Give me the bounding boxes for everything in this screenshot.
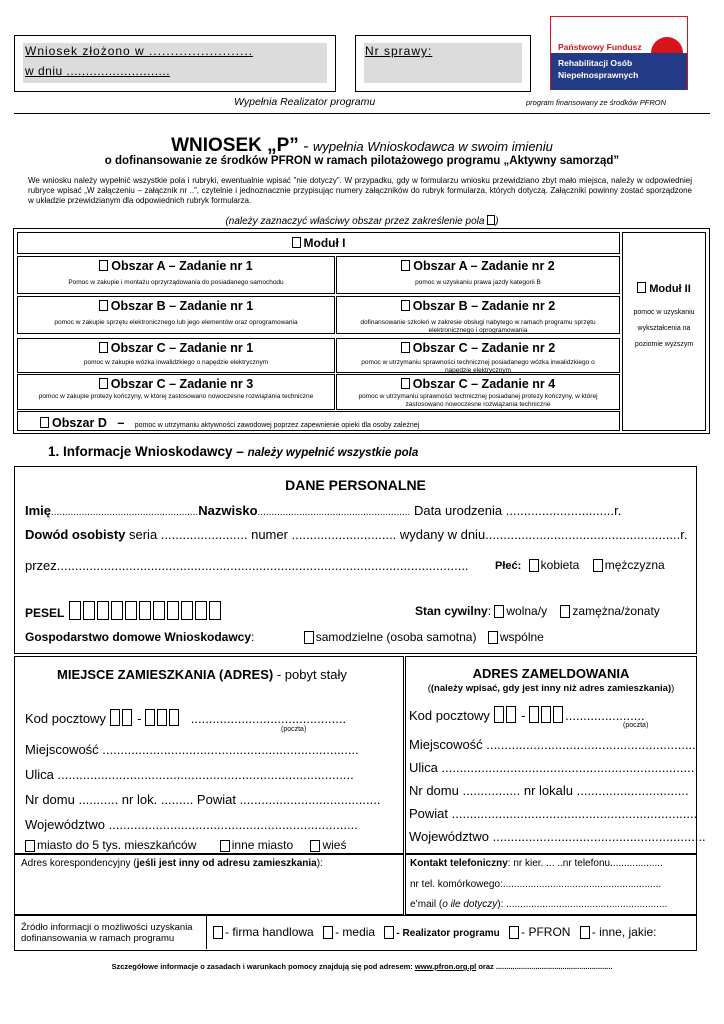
phone-fields[interactable]: : nr kier. ... ..nr telefonu................... — [507, 858, 663, 869]
module1-label-row — [18, 236, 619, 250]
civil-label: Stan cywilny — [415, 604, 488, 618]
sex-label: Płeć — [495, 560, 518, 572]
res-province-field[interactable]: Województwo ..................................................................... — [25, 817, 358, 832]
pesel-boxes[interactable] — [69, 604, 223, 621]
source-realizator-checkbox-icon[interactable] — [384, 926, 394, 939]
zone-title: Obszar C – Zadanie nr 4 — [412, 377, 556, 391]
civil-married-label: zamężna/żonaty — [572, 604, 660, 618]
zone-title: Obszar B – Zadanie nr 2 — [412, 299, 556, 313]
household-shared-label: wspólne — [499, 630, 544, 644]
sex-female-checkbox-icon[interactable] — [529, 559, 539, 572]
last-name-field[interactable]: ....................................................... — [257, 507, 411, 518]
sex-male-checkbox-icon[interactable] — [593, 559, 603, 572]
id-row[interactable] — [25, 527, 687, 542]
reg-postal-row[interactable]: Kod pocztowy - ...................... — [409, 708, 645, 723]
sex-row: Płeć: kobieta mężczyzna — [495, 558, 665, 572]
module2-label-row — [623, 282, 705, 295]
sex-male-label: mężczyzna — [604, 558, 665, 572]
logo-line1: Państwowy Fundusz — [558, 42, 642, 52]
res-postal-box-icon[interactable] — [169, 709, 179, 726]
source-option-realizator: - Realizator programu — [396, 928, 500, 939]
residence-heading-bold: MIEJSCE ZAMIESZKANIA (ADRES) — [57, 667, 274, 682]
title-line2: o dofinansowanie ze środków PFRON w ramach pilotażowego programu „Aktywny samorząd” — [104, 155, 620, 167]
email-label-pre: e’mail ( — [410, 899, 443, 910]
registration-note-text: (należy wpisać, gdy jest inny niż adres zamieszkania) — [430, 683, 672, 694]
pesel-digit-box-icon[interactable] — [209, 601, 221, 620]
residence-heading — [57, 667, 347, 682]
personal-data-box — [14, 466, 697, 654]
correspondence-label-start: Adres korespondencyjny ( — [21, 858, 137, 869]
village-checkbox-icon[interactable] — [310, 840, 320, 852]
module1-checkbox-icon[interactable] — [292, 237, 301, 248]
source-pfron-checkbox-icon[interactable] — [509, 926, 519, 939]
zone-checkbox-icon[interactable] — [99, 342, 108, 353]
registration-box — [405, 656, 706, 854]
date-label: w dniu ........................... — [25, 64, 171, 78]
zone-3[interactable] — [17, 296, 335, 334]
zone-2[interactable] — [336, 256, 620, 294]
zone-desc: pomoc w uzyskaniu prawa jazdy kategorii B — [415, 279, 541, 286]
pesel-digit-box-icon[interactable] — [69, 601, 81, 620]
module1-header[interactable] — [17, 232, 620, 254]
reg-street-field[interactable]: Ulica ...................................................................... — [409, 760, 695, 775]
area-hint-text: (należy zaznaczyć właściwy obszar przez zakreślenie pola — [225, 216, 488, 227]
case-number-box — [355, 35, 531, 92]
registration-note: ((należy wpisać, gdy jest inny niż adres zamieszkania)) — [427, 683, 675, 694]
residence-box — [14, 656, 404, 854]
zone-title-row — [18, 299, 334, 313]
correspondence-label-bold: jeśli jest inny od adresu zamieszkania — [136, 858, 317, 869]
module2-box[interactable] — [622, 232, 706, 431]
pesel-label: PESEL — [25, 606, 65, 620]
zone-title: Obszar C – Zadanie nr 2 — [412, 341, 556, 355]
module2-desc-2: wykształcenia na — [637, 325, 691, 332]
other-town-checkbox-icon[interactable] — [220, 840, 230, 852]
pesel-digit-box-icon[interactable] — [195, 601, 207, 620]
other-town-label: inne miasto — [231, 838, 294, 852]
first-name-field[interactable]: ..................................................... — [51, 507, 199, 518]
reg-postal-box-icon[interactable] — [506, 706, 516, 723]
reg-postal-box-icon[interactable] — [494, 706, 504, 723]
zone-7[interactable] — [17, 374, 335, 410]
household-row: Gospodarstwo domowe Wnioskodawcy: samodzielne (osoba samotna) wspólne — [25, 630, 544, 644]
phone-row[interactable] — [410, 858, 663, 869]
zone-checkbox-icon[interactable] — [401, 300, 410, 311]
issued-by-field[interactable]: przez.................................................................................................................. — [25, 558, 469, 573]
source-option-other: - inne, jakie: — [591, 925, 657, 939]
reg-house-field[interactable]: Nr domu ................ nr lokalu ............................... — [409, 783, 689, 798]
last-name-label: Nazwisko — [198, 503, 258, 518]
financed-note: program finansowany ze środków PFRON — [526, 98, 667, 107]
logo-red-half-circle — [651, 37, 683, 53]
zone-title-row — [18, 377, 334, 391]
civil-row: Stan cywilny: wolna/y zamężna/żonaty — [415, 604, 660, 618]
household-shared-checkbox-icon[interactable] — [488, 631, 498, 644]
pesel-digit-box-icon[interactable] — [167, 601, 179, 620]
footer-link[interactable]: www.pfron.org.pl — [414, 962, 477, 971]
email-label-italic: o ile dotyczy — [442, 899, 498, 910]
source-firma-checkbox-icon[interactable] — [213, 926, 223, 939]
zone-1[interactable] — [17, 256, 335, 294]
zone-d-checkbox-icon[interactable] — [40, 417, 49, 428]
module2-desc-3: poziomie wyższym — [634, 341, 694, 348]
reg-post-office-field[interactable]: ...................... — [565, 708, 645, 723]
residence-heading-rest: - pobyt stały — [273, 667, 347, 682]
reg-postal-note: (poczta) — [623, 722, 649, 729]
footer-rest: oraz ........................................................ — [476, 962, 613, 971]
source-label: Źródło informacji o możliwości uzyskania dofinansowania w ramach programu — [21, 922, 193, 944]
realizer-note: Wypełnia Realizator programu — [234, 96, 376, 108]
source-media-checkbox-icon[interactable] — [323, 926, 333, 939]
zone-title: Obszar A – Zadanie nr 1 — [111, 259, 253, 273]
module2-checkbox-icon[interactable] — [637, 282, 646, 293]
source-box — [14, 915, 697, 951]
zone-4[interactable] — [336, 296, 620, 334]
zone-desc: Pomoc w zakupie i montażu oprzyrządowania do posiadanego samochodu — [68, 279, 284, 286]
zone-desc: pomoc w zakupie wózka inwalidzkiego o napędzie elektrycznym — [83, 359, 269, 366]
logo-line3: Niepełnosprawnych — [558, 70, 639, 80]
form-title — [0, 135, 724, 157]
header-divider — [14, 113, 710, 114]
zone-title: Obszar C – Zadanie nr 3 — [110, 377, 254, 391]
zone-d[interactable] — [17, 411, 620, 431]
case-number-label: Nr sprawy: — [365, 44, 433, 58]
zone-title-row — [337, 299, 619, 313]
footer-text: Szczegółowe informacje o zasadach i warunkach pomocy znajdują się pod adresem: — [111, 962, 415, 971]
reg-postal-box-icon[interactable] — [553, 706, 563, 723]
zone-checkbox-icon[interactable] — [401, 260, 410, 271]
submitted-label: Wniosek złożono w ........................ — [25, 44, 254, 58]
source-option-media: - media — [335, 925, 376, 939]
id-label: Dowód osobisty — [25, 527, 126, 542]
section1-title: 1. Informacje Wnioskodawcy – — [48, 444, 248, 459]
small-town-checkbox-icon[interactable] — [25, 840, 35, 852]
phone-label: Kontakt telefoniczny — [410, 858, 508, 869]
zone-checkbox-icon[interactable] — [99, 378, 108, 389]
pesel-digit-box-icon[interactable] — [139, 601, 151, 620]
source-options — [213, 925, 657, 939]
zone-title-row — [18, 341, 334, 355]
contact-box — [405, 854, 697, 915]
res-postal-box-icon[interactable] — [122, 709, 132, 726]
module2-desc-1: pomoc w uzyskaniu — [633, 309, 695, 316]
registration-heading: ADRES ZAMELDOWANIA — [472, 666, 630, 681]
zone-d-row — [40, 414, 419, 432]
zone-8[interactable] — [336, 374, 620, 410]
zone-desc: pomoc w zakupie protezy kończyny, w której zastosowano nowoczesne rozwiązania techniczne — [38, 393, 314, 400]
zone-desc: pomoc w utrzymaniu sprawności technicznej posiadanego wózka inwalidzkiego o napędzie elektrycznym — [361, 359, 595, 374]
civil-single-label: wolna/y — [506, 604, 548, 618]
zone-d-dash: – — [117, 416, 125, 430]
submission-box — [14, 35, 336, 92]
source-option-pfron: - PFRON — [521, 925, 571, 939]
pesel-digit-box-icon[interactable] — [153, 601, 165, 620]
res-postal-box-icon[interactable] — [110, 709, 120, 726]
reg-postal-box-icon[interactable] — [529, 706, 539, 723]
zone-title-row — [18, 259, 334, 273]
module1-label: Moduł I — [303, 236, 346, 250]
res-post-office-field[interactable]: ........................................... — [190, 711, 347, 726]
reg-city-field[interactable]: Miejscowość .......................................................... — [409, 737, 696, 752]
pesel-digit-box-icon[interactable] — [125, 601, 137, 620]
title-dash: - — [298, 138, 314, 155]
source-divider — [206, 916, 207, 949]
first-name-label: Imię — [25, 503, 52, 518]
pesel-digit-box-icon[interactable] — [181, 601, 193, 620]
reg-district-field[interactable]: Powiat .................................................................... — [409, 806, 698, 821]
sex-female-label: kobieta — [540, 558, 580, 572]
zone-5[interactable] — [17, 338, 335, 373]
zone-d-title: Obszar D — [52, 416, 107, 430]
footer — [0, 962, 724, 971]
zone-title: Obszar A – Zadanie nr 2 — [413, 259, 555, 273]
section1-heading — [48, 443, 418, 461]
module2-label: Moduł II — [649, 283, 691, 295]
village-label: wieś — [322, 838, 347, 852]
instructions: We wniosku należy wypełnić wszystkie pola i rubryki, ewentualnie wpisać "nie dotyczy". W przypadku, gdy w formularzu wniosku przewidziano zbyt mało miejsca, należy w odpowiedniej rubryce wpisać „W załączeniu – załącznik nr ..”, czytelnie i jednoznacznie przypisując numery załączników do rubryk formularza, których dotyczą. Załączniki powinny zostać sporządzone w układzie przewidzianym dla odpowiednich rubryk formularza. — [28, 176, 692, 205]
pesel-digit-box-icon[interactable] — [97, 601, 109, 620]
reg-province-field[interactable]: Województwo ........................................................... — [409, 829, 706, 844]
id-fields[interactable]: seria ........................ numer ............................. wydany w dniu......................................................r. — [125, 527, 688, 542]
zone-desc: pomoc w zakupie sprzętu elektronicznego lub jego elementów oraz oprogramowania — [54, 319, 298, 326]
correspondence-label-end: ): — [316, 858, 323, 869]
correspondence-label — [21, 858, 323, 869]
household-alone-checkbox-icon[interactable] — [304, 631, 314, 644]
personal-heading: DANE PERSONALNE — [285, 477, 426, 493]
email-row[interactable] — [410, 899, 667, 910]
area-hint: (należy zaznaczyć właściwy obszar przez zakreślenie pola ) — [225, 216, 499, 227]
zone-checkbox-icon[interactable] — [401, 378, 410, 389]
birth-date-field[interactable]: Data urodzenia ..............................r. — [410, 503, 622, 518]
title-main: WNIOSEK „P” — [171, 135, 299, 156]
zone-checkbox-icon[interactable] — [401, 342, 410, 353]
pfron-logo — [550, 16, 688, 90]
pesel-digit-box-icon[interactable] — [83, 601, 95, 620]
pesel-digit-box-icon[interactable] — [111, 601, 123, 620]
zone-title: Obszar B – Zadanie nr 1 — [110, 299, 254, 313]
logo-line2: Rehabilitacji Osób — [558, 58, 633, 68]
zone-desc: pomoc w utrzymaniu sprawności technicznej posiadanej protezy kończyny, w której zastosowano nowoczesne rozwiązania techniczne — [358, 393, 598, 408]
zone-checkbox-icon[interactable] — [99, 260, 108, 271]
zone-d-desc: pomoc w utrzymaniu aktywności zawodowej poprzez zapewnienie opieki dla osoby zależnej — [134, 422, 420, 429]
source-other-checkbox-icon[interactable] — [580, 926, 590, 939]
zone-title-row — [337, 341, 619, 355]
pesel-row[interactable] — [25, 601, 223, 622]
res-house-field[interactable]: Nr domu ........... nr lok. ......... Powiat ....................................... — [25, 792, 381, 807]
zone-checkbox-icon[interactable] — [99, 300, 108, 311]
zone-title: Obszar C – Zadanie nr 1 — [110, 341, 254, 355]
small-town-label: miasto do 5 tys. mieszkańców — [37, 838, 197, 852]
reg-postal-label: Kod pocztowy — [409, 708, 490, 723]
household-label: Gospodarstwo domowe Wnioskodawcy — [25, 630, 252, 644]
name-row[interactable] — [25, 503, 621, 518]
zone-6[interactable] — [336, 338, 620, 373]
hint-checkbox-icon — [487, 215, 495, 225]
zone-title-row — [337, 259, 619, 273]
mobile-field[interactable]: nr tel. komórkowego:......................................................... — [410, 879, 662, 890]
correspondence-box[interactable] — [14, 854, 404, 915]
res-postal-box-icon[interactable] — [145, 709, 155, 726]
section1-note: należy wypełnić wszystkie pola — [247, 447, 419, 459]
res-locality-type-row — [25, 838, 346, 852]
zone-desc: dofinansowanie szkoleń w zakresie obsługi nabytego w ramach programu sprzętu elektronicznego i oprogramowania — [360, 319, 596, 334]
source-option-firma: - firma handlowa — [225, 925, 314, 939]
res-postal-label: Kod pocztowy — [25, 711, 106, 726]
household-alone-label: samodzielne (osoba samotna) — [315, 630, 477, 644]
title-sub: wypełnia Wnioskodawca w swoim imieniu — [313, 139, 553, 154]
res-postal-note: (poczta) — [281, 726, 307, 733]
res-city-field[interactable]: Miejscowość ....................................................................... — [25, 742, 359, 757]
reg-postal-box-icon[interactable] — [541, 706, 551, 723]
email-field[interactable]: ): .......................................................... — [497, 899, 668, 910]
zone-title-row — [337, 377, 619, 391]
res-street-field[interactable]: Ulica .................................................................................. — [25, 767, 354, 782]
civil-married-checkbox-icon[interactable] — [560, 605, 570, 618]
civil-single-checkbox-icon[interactable] — [494, 605, 504, 618]
res-postal-row[interactable]: Kod pocztowy - ........................................... — [25, 711, 347, 726]
res-postal-box-icon[interactable] — [157, 709, 167, 726]
